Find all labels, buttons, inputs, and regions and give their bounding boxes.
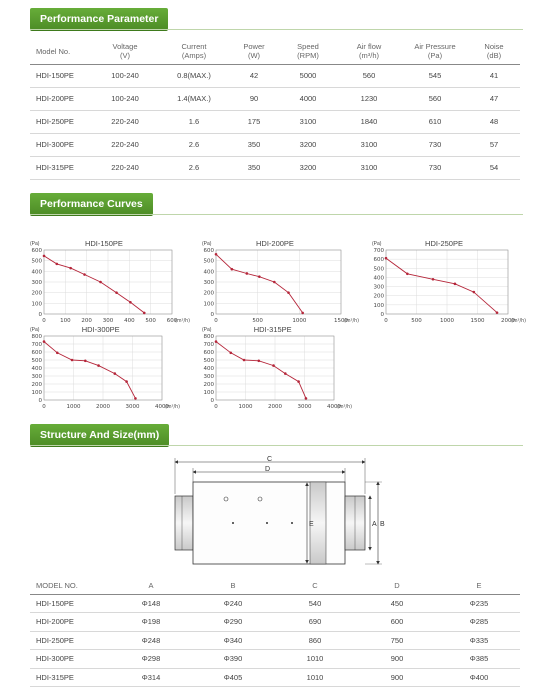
table-cell: 1010 (274, 650, 356, 669)
y-tick-label: 200 (31, 382, 42, 388)
data-point (143, 312, 146, 315)
table-cell: 1010 (274, 668, 356, 687)
x-tick-label: 2000 (96, 404, 110, 410)
data-point (115, 291, 118, 294)
column-header (280, 42, 336, 64)
table-cell: 0.8(MAX.) (160, 64, 228, 87)
table-cell: Φ340 (192, 631, 274, 650)
x-tick-label: 300 (102, 318, 114, 324)
fan-structure-diagram (150, 452, 400, 572)
table-cell: 750 (356, 631, 438, 650)
x-tick-label: 1000 (66, 404, 81, 410)
y-axis-label: (Pa) (202, 327, 212, 333)
table-cell: 1840 (336, 110, 402, 133)
x-axis-label: (m³/h) (165, 405, 180, 410)
data-point (231, 268, 234, 271)
table-cell: Φ385 (438, 650, 520, 669)
column-header-line: Noise (484, 42, 504, 52)
chart-title: HDI-300PE (81, 325, 120, 334)
table-cell: 3200 (280, 156, 336, 179)
data-point (496, 311, 499, 314)
chart-svg (28, 326, 196, 414)
series-line (386, 258, 497, 312)
column-header-line: (W) (247, 51, 261, 61)
data-point (97, 364, 100, 367)
table-cell: 350 (228, 156, 280, 179)
x-tick-label: 0 (42, 318, 46, 324)
x-tick-label: 2000 (501, 318, 515, 324)
y-tick-label: 200 (203, 382, 214, 388)
y-tick-label: 600 (203, 350, 214, 356)
y-tick-label: 400 (373, 275, 384, 282)
section-divider (30, 29, 523, 30)
table-cell: HDI-150PE (30, 64, 90, 87)
data-point (56, 263, 59, 266)
data-point (71, 359, 74, 362)
data-point (229, 352, 232, 355)
series-line (216, 254, 303, 313)
table-cell: 350 (228, 133, 280, 156)
column-header: B (192, 577, 274, 594)
y-tick-label: 100 (373, 302, 384, 309)
performance-curve-chart (28, 240, 206, 333)
performance-curve-chart (200, 326, 368, 419)
section-header-curves (30, 193, 153, 215)
table-cell: HDI-300PE (30, 650, 110, 669)
x-tick-label: 3000 (125, 404, 140, 410)
data-point (243, 359, 246, 362)
table-cell: 220-240 (90, 133, 160, 156)
y-tick-label: 100 (31, 390, 42, 396)
section-divider (30, 214, 523, 215)
table-cell: 100-240 (90, 64, 160, 87)
y-tick-label: 500 (203, 358, 214, 364)
table-cell: 1.4(MAX.) (160, 87, 228, 110)
table-cell: HDI-250PE (30, 110, 90, 133)
y-tick-label: 400 (203, 269, 214, 276)
column-header-line: Voltage (112, 42, 138, 52)
y-tick-label: 700 (203, 342, 214, 348)
data-point (301, 312, 304, 315)
x-tick-label: 4000 (327, 404, 341, 410)
data-point (406, 272, 409, 275)
section-title: Performance Curves (40, 198, 143, 210)
table-cell: HDI-250PE (30, 631, 110, 650)
y-tick-label: 800 (31, 334, 42, 340)
table-row (30, 133, 520, 156)
table-cell: 900 (356, 668, 438, 687)
column-header (30, 42, 90, 64)
data-point (83, 273, 86, 276)
y-axis-label: (Pa) (30, 241, 40, 247)
x-tick-label: 200 (81, 318, 92, 324)
table-cell: Φ235 (438, 594, 520, 613)
dimension-b-label: B (380, 521, 385, 528)
y-axis-label: (Pa) (372, 241, 382, 247)
column-header (336, 42, 402, 64)
table-cell: 41 (468, 64, 520, 87)
x-tick-label: 0 (214, 404, 218, 410)
data-point (272, 364, 275, 367)
data-point (473, 291, 476, 294)
table-cell: HDI-315PE (30, 156, 90, 179)
section-header-parameter (30, 8, 168, 30)
table-cell: 560 (402, 87, 468, 110)
x-tick-label: 1000 (238, 404, 253, 410)
y-tick-label: 0 (380, 312, 384, 318)
y-tick-label: 300 (373, 284, 384, 291)
table-cell: HDI-150PE (30, 594, 110, 613)
series-line (216, 342, 306, 399)
table-cell: 730 (402, 133, 468, 156)
table-cell: 220-240 (90, 156, 160, 179)
column-header-line: (dB) (486, 51, 502, 61)
x-axis-label: (m³/h) (511, 319, 526, 324)
table-cell: 730 (402, 156, 468, 179)
column-header (402, 42, 468, 64)
dimension-d-label: D (265, 466, 271, 473)
y-tick-label: 800 (203, 334, 214, 340)
x-tick-label: 0 (214, 318, 218, 324)
chart-svg (200, 240, 375, 328)
table-cell: Φ400 (438, 668, 520, 687)
table-cell: 2.6 (160, 133, 228, 156)
data-point (215, 340, 218, 343)
data-point (215, 253, 218, 256)
section-title: Performance Parameter (40, 13, 159, 25)
chart-title: HDI-200PE (256, 239, 294, 248)
column-header-line: Model No. (36, 46, 71, 56)
x-tick-label: 600 (166, 318, 178, 324)
section-header-structure (30, 424, 169, 446)
performance-curve-chart (28, 326, 196, 419)
table-cell: Φ198 (110, 613, 192, 632)
table-cell: Φ148 (110, 594, 192, 613)
table-cell: 450 (356, 594, 438, 613)
data-point (287, 291, 290, 294)
table-cell: HDI-200PE (30, 87, 90, 110)
table-cell: 560 (336, 64, 402, 87)
data-point (43, 340, 46, 343)
y-tick-label: 400 (31, 366, 42, 372)
column-header (228, 42, 280, 64)
column-header-line: Power (243, 42, 265, 52)
table-cell: Φ285 (438, 613, 520, 632)
data-point (43, 255, 46, 258)
x-axis-label: (m³/h) (175, 319, 190, 324)
column-header: E (438, 577, 520, 594)
column-header-line: (Pa) (427, 51, 443, 61)
table-row (30, 594, 520, 613)
table-cell: Φ298 (110, 650, 192, 669)
data-point (114, 372, 117, 375)
x-tick-label: 3000 (297, 404, 312, 410)
table-cell: 600 (356, 613, 438, 632)
table-cell: 220-240 (90, 110, 160, 133)
y-axis-label: (Pa) (202, 241, 212, 247)
table-cell: Φ405 (192, 668, 274, 687)
table-cell: Φ240 (192, 594, 274, 613)
chart-svg (28, 240, 206, 328)
table-cell: HDI-315PE (30, 668, 110, 687)
performance-parameter-table (30, 42, 520, 180)
left-spigot (175, 496, 193, 550)
dimension-a-label: A (372, 521, 377, 528)
table-cell: 54 (468, 156, 520, 179)
data-point (258, 275, 261, 278)
data-point (432, 278, 435, 281)
data-point (56, 352, 59, 355)
x-tick-label: 500 (411, 318, 422, 324)
data-point (385, 257, 388, 260)
column-header-line: Air flow (356, 42, 382, 52)
dimension-e-label: E (309, 521, 314, 528)
x-tick-label: 0 (384, 318, 388, 324)
y-tick-label: 300 (31, 280, 42, 286)
x-tick-label: 1500 (470, 318, 485, 324)
y-tick-label: 600 (373, 257, 384, 264)
column-header: D (356, 577, 438, 594)
table-cell: 42 (228, 64, 280, 87)
table-row (30, 613, 520, 632)
table-cell: 3100 (336, 133, 402, 156)
x-tick-label: 2000 (268, 404, 282, 410)
x-tick-label: 500 (145, 318, 156, 324)
y-tick-label: 200 (203, 290, 214, 297)
column-header-line: (m³/h) (359, 51, 379, 61)
y-tick-label: 600 (31, 248, 42, 254)
column-header (468, 42, 520, 64)
column-header-line: (V) (120, 51, 130, 61)
table-cell: 1230 (336, 87, 402, 110)
table-cell: 1.6 (160, 110, 228, 133)
table-cell: 57 (468, 133, 520, 156)
table-cell: HDI-300PE (30, 133, 90, 156)
table-cell: 545 (402, 64, 468, 87)
performance-curve-chart (200, 240, 375, 333)
table-cell: 100-240 (90, 87, 160, 110)
table-cell: 2.6 (160, 156, 228, 179)
data-point (69, 267, 72, 270)
x-tick-label: 1000 (440, 318, 454, 324)
y-tick-label: 500 (203, 258, 214, 265)
x-tick-label: 400 (124, 318, 135, 324)
table-header-row (30, 42, 520, 64)
section-title: Structure And Size(mm) (40, 429, 160, 441)
y-tick-label: 100 (31, 301, 42, 308)
y-tick-label: 400 (31, 269, 42, 276)
data-point (257, 360, 260, 363)
table-row (30, 668, 520, 687)
y-tick-label: 100 (203, 390, 214, 396)
column-header: C (274, 577, 356, 594)
table-cell: 3100 (336, 156, 402, 179)
y-tick-label: 600 (31, 350, 42, 356)
y-tick-label: 600 (203, 248, 214, 254)
y-tick-label: 0 (210, 398, 214, 404)
series-line (44, 342, 136, 399)
table-row (30, 87, 520, 110)
table-cell: 900 (356, 650, 438, 669)
data-point (129, 301, 132, 304)
table-cell: 4000 (280, 87, 336, 110)
table-cell: 5000 (280, 64, 336, 87)
table-cell: Φ248 (110, 631, 192, 650)
data-point (297, 380, 300, 383)
chart-title: HDI-150PE (84, 239, 123, 248)
performance-curve-chart (370, 240, 542, 333)
y-tick-label: 700 (31, 342, 42, 348)
table-row (30, 110, 520, 133)
y-axis-label: (Pa) (30, 327, 40, 333)
x-tick-label: 100 (60, 318, 71, 324)
data-point (284, 372, 287, 375)
y-tick-label: 200 (373, 293, 384, 300)
chart-svg (200, 326, 368, 414)
table-cell: 48 (468, 110, 520, 133)
table-cell: HDI-200PE (30, 613, 110, 632)
data-point (273, 281, 276, 284)
y-tick-label: 0 (210, 312, 214, 318)
column-header: MODEL NO. (30, 577, 110, 594)
y-tick-label: 0 (38, 312, 42, 318)
data-point (99, 281, 102, 284)
data-point (84, 360, 87, 363)
table-cell: 175 (228, 110, 280, 133)
y-tick-label: 300 (31, 374, 42, 380)
x-tick-label: 4000 (155, 404, 169, 410)
x-tick-label: 500 (252, 318, 263, 324)
table-cell: Φ290 (192, 613, 274, 632)
data-point (134, 397, 137, 400)
data-point (305, 397, 308, 400)
column-header (90, 42, 160, 64)
table-row (30, 650, 520, 669)
column-header: A (110, 577, 192, 594)
table-cell: Φ390 (192, 650, 274, 669)
table-row (30, 156, 520, 179)
x-axis-label: (m³/h) (337, 405, 352, 410)
structure-size-table (30, 577, 520, 687)
x-tick-label: 1500 (334, 318, 348, 324)
y-tick-label: 300 (203, 374, 214, 380)
y-tick-label: 0 (38, 398, 42, 404)
table-cell: 610 (402, 110, 468, 133)
y-tick-label: 500 (31, 358, 42, 364)
y-tick-label: 200 (31, 290, 42, 297)
dimension-c-label: C (267, 456, 273, 463)
column-header-line: (Amps) (181, 51, 207, 61)
x-axis-label: (m³/h) (344, 319, 359, 324)
column-header-line: Speed (297, 42, 319, 52)
x-tick-label: 1000 (292, 318, 307, 324)
chart-title: HDI-315PE (253, 325, 292, 334)
data-point (246, 272, 249, 275)
table-cell: Φ335 (438, 631, 520, 650)
table-cell: 3200 (280, 133, 336, 156)
data-point (454, 283, 457, 286)
column-header-line: Air Pressure (414, 42, 456, 52)
table-cell: 47 (468, 87, 520, 110)
chart-title: HDI-250PE (425, 239, 463, 248)
table-cell: 90 (228, 87, 280, 110)
table-row (30, 631, 520, 650)
chart-svg (370, 240, 542, 328)
table-cell: 690 (274, 613, 356, 632)
data-point (125, 380, 128, 383)
table-row (30, 64, 520, 87)
table-header-row (30, 577, 520, 594)
column-header (160, 42, 228, 64)
y-tick-label: 700 (373, 248, 384, 254)
column-header-line: Current (181, 42, 207, 52)
y-tick-label: 100 (203, 301, 214, 308)
table-cell: 540 (274, 594, 356, 613)
y-tick-label: 500 (373, 266, 384, 273)
y-tick-label: 300 (203, 280, 214, 286)
section-divider (30, 445, 523, 446)
x-tick-label: 0 (42, 404, 46, 410)
y-tick-label: 500 (31, 258, 42, 265)
table-cell: 3100 (280, 110, 336, 133)
table-cell: 860 (274, 631, 356, 650)
table-cell: Φ314 (110, 668, 192, 687)
y-tick-label: 400 (203, 366, 214, 372)
column-header-line: (RPM) (297, 51, 319, 61)
